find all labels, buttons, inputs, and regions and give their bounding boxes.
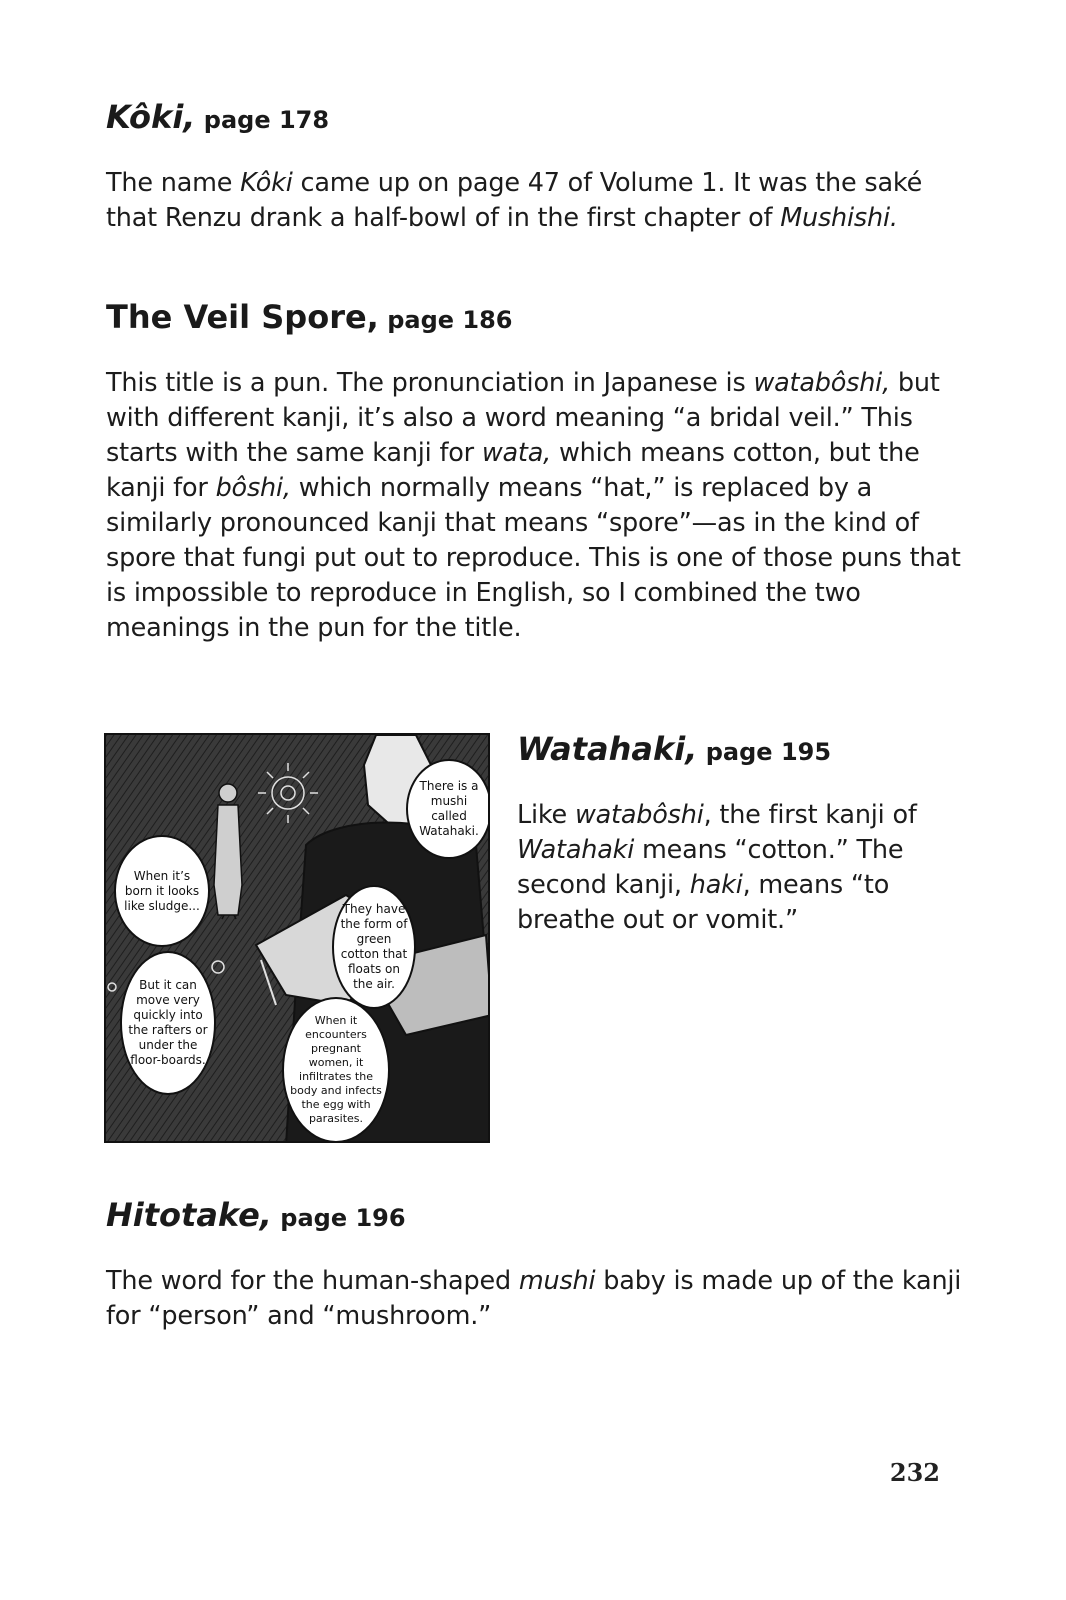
manga-panel-illustration bbox=[104, 733, 490, 1143]
note-watahaki bbox=[517, 730, 937, 938]
italic-term: bôshi, bbox=[215, 473, 291, 503]
italic-term: Kôki bbox=[240, 168, 293, 198]
italic-term: wata, bbox=[481, 438, 552, 468]
speech-balloon: They have the form of green cotton that floats on the air. bbox=[332, 885, 416, 1009]
note-body: Like watabôshi, the first kanji of Watahaki means “cotton.” The second kanji, haki, means “to breathe out or vomit.” bbox=[517, 800, 917, 935]
note-body: The name Kôki came up on page 47 of Volume 1. It was the saké that Renzu drank a half-bowl of in the first chapter of Mushishi. bbox=[106, 168, 923, 233]
italic-term: watabôshi bbox=[574, 800, 704, 830]
note-term: The Veil Spore, bbox=[106, 298, 379, 336]
speech-balloon: There is a mushi called Watahaki. bbox=[406, 759, 490, 859]
note-page-ref: page 195 bbox=[705, 738, 832, 766]
italic-term: Watahaki bbox=[517, 835, 635, 865]
note-page-ref: page 178 bbox=[203, 106, 330, 134]
speech-balloon: When it encounters pregnant women, it infiltrates the body and infects the egg with parasites. bbox=[282, 997, 390, 1143]
note-term: Hitotake, bbox=[106, 1196, 272, 1234]
note-heading bbox=[106, 298, 966, 336]
note-koki bbox=[106, 98, 966, 236]
speech-balloon: But it can move very quickly into the rafters or under the floor-boards. bbox=[120, 951, 216, 1095]
note-hitotake bbox=[106, 1196, 966, 1334]
note-veil-spore bbox=[106, 298, 966, 646]
note-heading bbox=[517, 730, 937, 768]
note-term: Watahaki, bbox=[517, 730, 698, 768]
italic-term: mushi bbox=[518, 1266, 596, 1296]
note-term: Kôki, bbox=[106, 98, 196, 136]
italic-term: Mushishi. bbox=[780, 203, 898, 233]
standing-figure bbox=[214, 784, 242, 919]
note-page-ref: page 186 bbox=[387, 306, 513, 334]
page-number: 232 bbox=[889, 1458, 940, 1487]
note-body: The word for the human-shaped mushi baby is made up of the kanji for “person” and “mushroom.” bbox=[106, 1266, 962, 1331]
italic-term: haki bbox=[689, 870, 743, 900]
note-page-ref: page 196 bbox=[280, 1204, 406, 1232]
note-body: This title is a pun. The pronunciation in Japanese is watabôshi, but with different kanji, it’s also a word meaning “a bridal veil.” This starts with the same kanji for wata, which means cotton, but the kanji for bôshi, which normally means “hat,” is replaced by a similarly pronounced kanji that means “spore”—as in the kind of spore that fungi put out to reproduce. This is one of those puns that is impossible to reproduce in English, so I combined the two meanings in the pun for the title. bbox=[106, 368, 961, 643]
italic-term: watabôshi, bbox=[753, 368, 890, 398]
speech-balloon: When it’s born it looks like sludge... bbox=[114, 835, 210, 947]
note-heading bbox=[106, 1196, 966, 1234]
note-heading bbox=[106, 98, 966, 136]
